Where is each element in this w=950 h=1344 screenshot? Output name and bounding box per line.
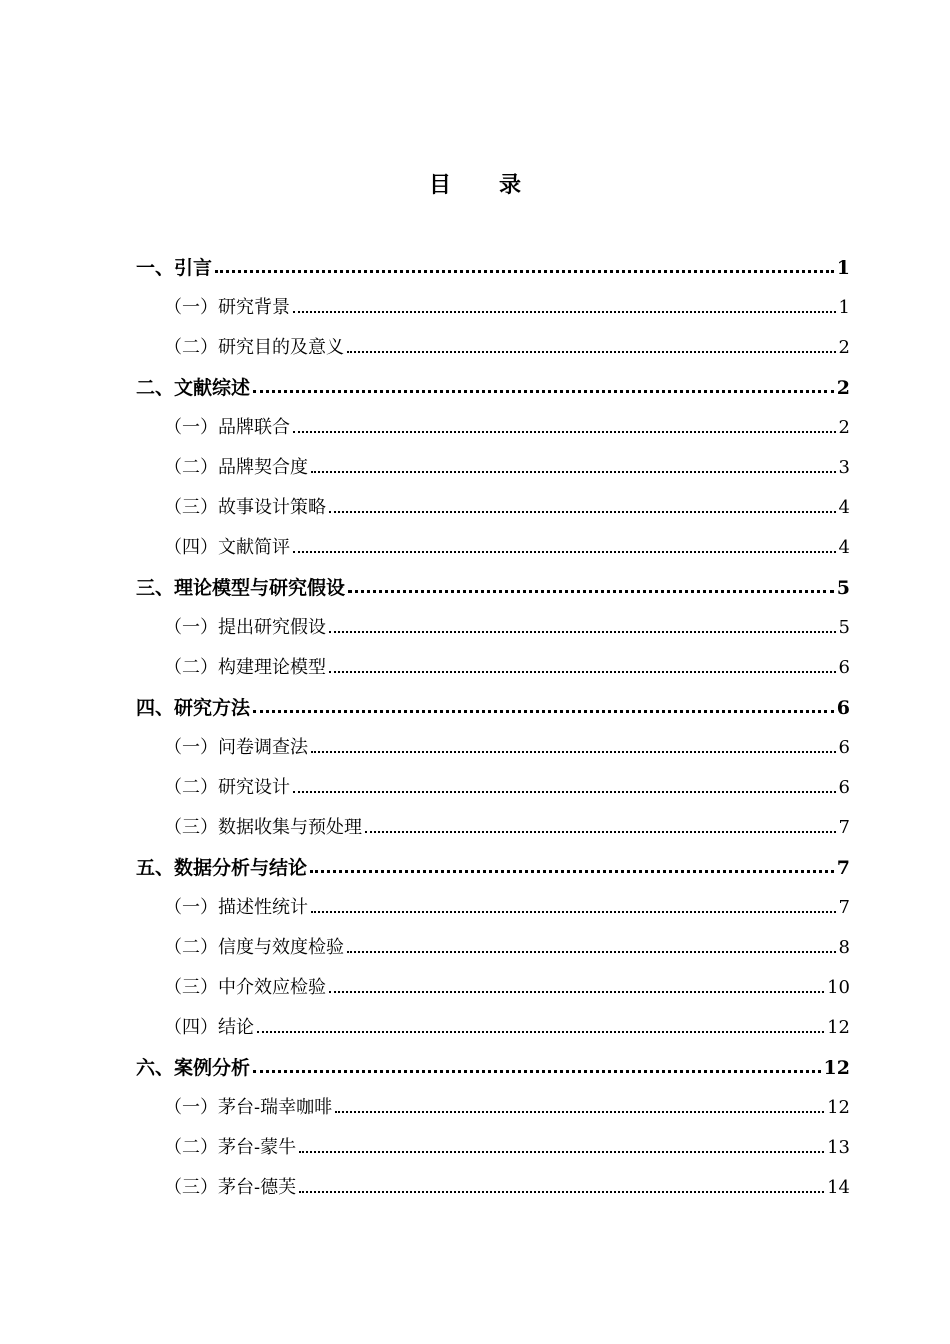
toc-leader-dots bbox=[329, 511, 836, 513]
toc-entry-text: （二）品牌契合度 bbox=[164, 457, 308, 478]
toc-leader-dots bbox=[311, 751, 836, 753]
toc-entry-text: （二）研究目的及意义 bbox=[164, 337, 344, 358]
toc-entry-text: （二）信度与效度检验 bbox=[164, 937, 344, 958]
toc-entry[interactable] bbox=[136, 324, 850, 364]
toc-entry[interactable] bbox=[136, 1084, 850, 1124]
toc-entry-text: （二）茅台-蒙牛 bbox=[164, 1137, 297, 1158]
toc-entry-text: （四）文献简评 bbox=[164, 537, 290, 558]
toc-leader-dots bbox=[329, 671, 836, 673]
toc-page-number: 6 bbox=[838, 657, 850, 678]
toc-page-number: 12 bbox=[827, 1097, 850, 1118]
toc-entry-text: （二）构建理论模型 bbox=[164, 657, 326, 678]
toc-leader-dots bbox=[311, 471, 836, 473]
toc-entry-text: 六、案例分析 bbox=[136, 1057, 251, 1079]
toc-entry[interactable] bbox=[136, 404, 850, 444]
toc-page-number: 2 bbox=[838, 337, 850, 358]
toc-entry[interactable] bbox=[136, 924, 850, 964]
toc-page-number: 7 bbox=[838, 897, 850, 918]
toc-entry[interactable] bbox=[136, 1124, 850, 1164]
toc-leader-dots bbox=[215, 270, 834, 273]
toc-page-number: 4 bbox=[838, 497, 850, 518]
toc-leader-dots bbox=[311, 911, 836, 913]
toc-entry-text: （三）中介效应检验 bbox=[164, 977, 326, 998]
toc-entry[interactable] bbox=[136, 884, 850, 924]
toc-entry-text: （三）数据收集与预处理 bbox=[164, 817, 362, 838]
toc-page-number: 1 bbox=[836, 257, 850, 279]
toc-page-number: 7 bbox=[836, 857, 850, 879]
toc-page-number: 12 bbox=[823, 1057, 850, 1079]
toc-entry[interactable] bbox=[136, 964, 850, 1004]
toc-page-number: 6 bbox=[838, 737, 850, 758]
toc-entry[interactable] bbox=[136, 644, 850, 684]
toc-page-number: 13 bbox=[827, 1137, 850, 1158]
toc-leader-dots bbox=[347, 951, 836, 953]
toc-entry[interactable] bbox=[136, 804, 850, 844]
toc-leader-dots bbox=[335, 1111, 824, 1113]
toc-page-number: 5 bbox=[838, 617, 850, 638]
toc-leader-dots bbox=[347, 351, 836, 353]
toc-entry[interactable] bbox=[136, 524, 850, 564]
toc-page-number: 2 bbox=[836, 377, 850, 399]
toc-entry-text: 四、研究方法 bbox=[136, 697, 251, 719]
toc-page-number: 7 bbox=[838, 817, 850, 838]
toc-entry-text: （一）研究背景 bbox=[164, 297, 290, 318]
toc-page-number: 14 bbox=[827, 1177, 850, 1198]
toc-page-number: 6 bbox=[838, 777, 850, 798]
toc-page-number: 12 bbox=[827, 1017, 850, 1038]
toc-entry[interactable] bbox=[136, 604, 850, 644]
toc-entry-text: （一）描述性统计 bbox=[164, 897, 308, 918]
toc-page-number: 6 bbox=[836, 697, 850, 719]
toc-entry[interactable] bbox=[136, 244, 850, 284]
toc-entry[interactable] bbox=[136, 684, 850, 724]
toc-entry-text: （三）故事设计策略 bbox=[164, 497, 326, 518]
toc-leader-dots bbox=[253, 390, 834, 393]
toc-entry[interactable] bbox=[136, 484, 850, 524]
toc-entry-text: （二）研究设计 bbox=[164, 777, 290, 798]
toc-page-number: 1 bbox=[838, 297, 850, 318]
toc-entry-text: 五、数据分析与结论 bbox=[136, 857, 308, 879]
toc-leader-dots bbox=[310, 870, 834, 873]
toc-leader-dots bbox=[299, 1151, 824, 1153]
toc-entry[interactable] bbox=[136, 1044, 850, 1084]
toc-leader-dots bbox=[299, 1191, 824, 1193]
toc-entry[interactable] bbox=[136, 564, 850, 604]
page-title: 目录 bbox=[428, 173, 569, 198]
toc-leader-dots bbox=[293, 551, 836, 553]
toc-entry-text: 三、理论模型与研究假设 bbox=[136, 577, 346, 599]
toc-entry[interactable] bbox=[136, 764, 850, 804]
toc-page-number: 3 bbox=[838, 457, 850, 478]
toc-leader-dots bbox=[293, 431, 836, 433]
toc-entry[interactable] bbox=[136, 364, 850, 404]
toc-page-number: 2 bbox=[838, 417, 850, 438]
toc-page-number: 5 bbox=[836, 577, 850, 599]
toc-entry-text: （一）茅台-瑞幸咖啡 bbox=[164, 1097, 333, 1118]
toc-leader-dots bbox=[365, 831, 836, 833]
toc-page-number: 10 bbox=[827, 977, 850, 998]
toc-entry-text: 二、文献综述 bbox=[136, 377, 251, 399]
toc-entry-text: （四）结论 bbox=[164, 1017, 254, 1038]
toc-leader-dots bbox=[329, 991, 824, 993]
toc-leader-dots bbox=[257, 1031, 824, 1033]
toc-leader-dots bbox=[293, 791, 836, 793]
toc-entry[interactable] bbox=[136, 284, 850, 324]
toc-entry-text: 一、引言 bbox=[136, 257, 213, 279]
toc-entry[interactable] bbox=[136, 1164, 850, 1204]
toc-entry-text: （一）品牌联合 bbox=[164, 417, 290, 438]
toc-page-number: 8 bbox=[838, 937, 850, 958]
toc-leader-dots bbox=[329, 631, 836, 633]
toc-leader-dots bbox=[348, 590, 834, 593]
toc-entry-text: （一）问卷调查法 bbox=[164, 737, 308, 758]
toc-leader-dots bbox=[253, 710, 834, 713]
toc-entry[interactable] bbox=[136, 1004, 850, 1044]
toc-leader-dots bbox=[293, 311, 836, 313]
toc-leader-dots bbox=[253, 1070, 821, 1073]
toc-page-number: 4 bbox=[838, 537, 850, 558]
toc-entry[interactable] bbox=[136, 444, 850, 484]
toc-entry-text: （一）提出研究假设 bbox=[164, 617, 326, 638]
toc-list bbox=[136, 244, 850, 1204]
toc-entry[interactable] bbox=[136, 724, 850, 764]
toc-entry-text: （三）茅台-德芙 bbox=[164, 1177, 297, 1198]
toc-entry[interactable] bbox=[136, 844, 850, 884]
